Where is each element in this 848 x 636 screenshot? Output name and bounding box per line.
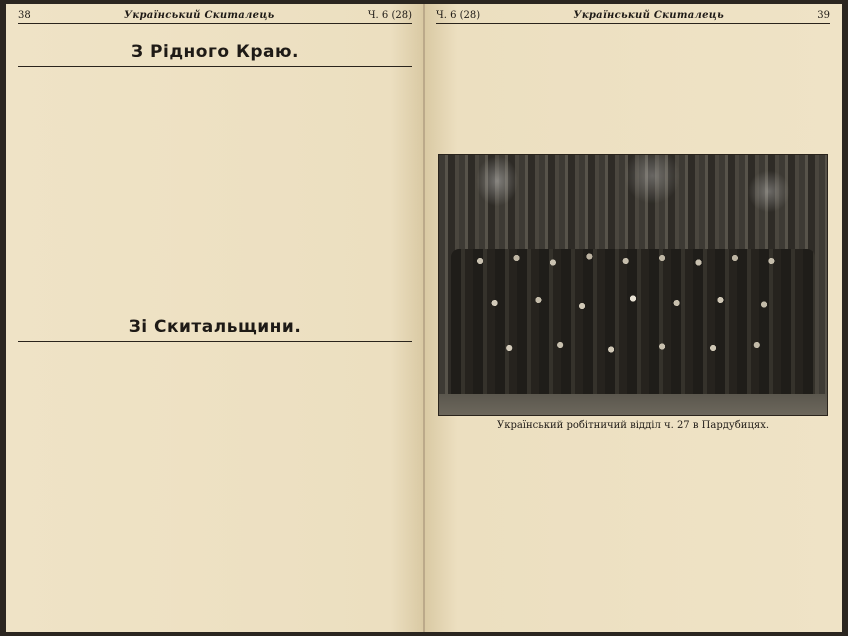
photo-caption: Український робітничий відділ ч. 27 в Пардубицях. [496, 420, 770, 431]
right-page [424, 4, 842, 632]
issue-number: Ч. 6 (28) [436, 10, 481, 21]
book-gutter [423, 4, 425, 632]
group-photo [438, 154, 828, 416]
running-title: Український Скиталець [123, 10, 275, 21]
magazine-spread [6, 4, 842, 632]
issue-number: Ч. 6 (28) [367, 10, 412, 21]
page-number: 39 [817, 10, 830, 21]
running-head-right [436, 10, 830, 24]
left-page [6, 4, 424, 632]
section-title: Зі Скитальщини. [18, 317, 412, 342]
page-number: 38 [18, 10, 31, 21]
section-title: З Рідного Краю. [18, 42, 412, 67]
running-title: Український Скиталець [573, 10, 724, 21]
running-head-left [18, 10, 412, 24]
photo-crowd [451, 249, 816, 400]
photo-ground [439, 394, 827, 415]
photo-image [439, 155, 827, 415]
